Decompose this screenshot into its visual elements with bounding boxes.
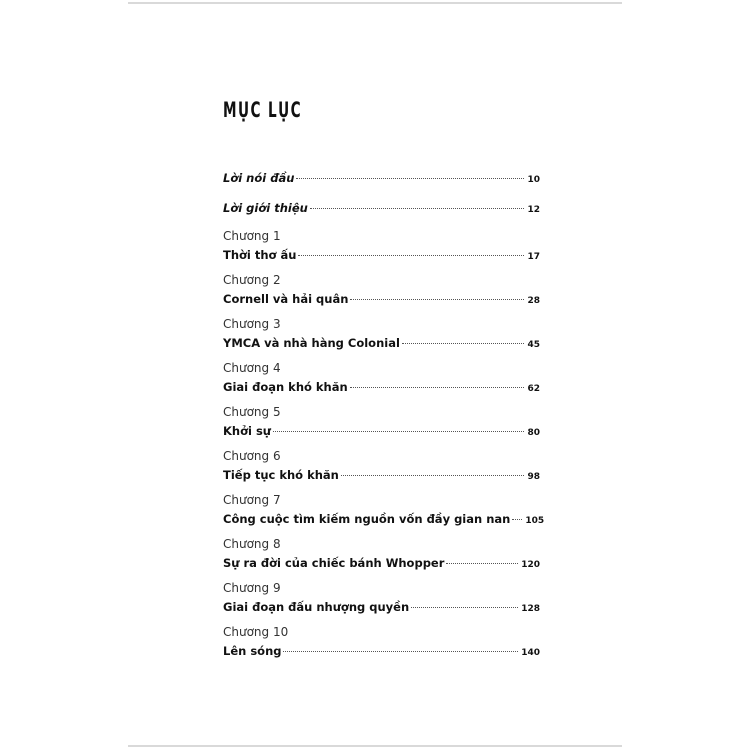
toc-entry-chapter-7	[223, 512, 545, 528]
chapter-label: Chương 8	[223, 537, 281, 551]
toc-entry-chapter-3	[223, 336, 540, 352]
chapter-label: Chương 3	[223, 317, 281, 331]
toc-entry-page: 10	[527, 175, 540, 185]
chapter-label: Chương 7	[223, 493, 281, 507]
dot-leader	[350, 387, 525, 388]
toc-entry-title: Thời thơ ấu	[223, 248, 297, 262]
toc-entry-chapter-6	[223, 468, 540, 484]
toc-entry-page: 128	[521, 604, 540, 614]
dot-leader	[310, 208, 525, 209]
toc-title: MỤC LỤC	[223, 98, 303, 122]
toc-entry-title: Lời nói đầu	[223, 171, 295, 185]
toc-entry-title: Lên sóng	[223, 644, 282, 658]
toc-entry-page: 62	[527, 384, 540, 394]
toc-entry-introduction	[223, 201, 540, 217]
toc-entry-page: 98	[527, 472, 540, 482]
toc-entry-chapter-10	[223, 644, 540, 660]
dot-leader	[341, 475, 525, 476]
toc-entry-chapter-5	[223, 424, 540, 440]
dot-leader	[296, 178, 524, 179]
toc-entry-page: 12	[527, 205, 540, 215]
page-bottom-border	[128, 745, 622, 747]
toc-entry-title: Khởi sự	[223, 424, 271, 438]
chapter-label: Chương 1	[223, 229, 281, 243]
toc-entry-page: 80	[527, 428, 540, 438]
toc-entry-title: YMCA và nhà hàng Colonial	[223, 336, 400, 350]
chapter-label: Chương 6	[223, 449, 281, 463]
toc-entry-title: Cornell và hải quân	[223, 292, 349, 306]
dot-leader	[446, 563, 518, 564]
toc-entry-chapter-1	[223, 248, 540, 264]
page-top-border	[128, 2, 622, 4]
toc-entry-page: 140	[521, 648, 540, 658]
toc-entry-page: 17	[527, 252, 540, 262]
toc-entry-page: 45	[527, 340, 540, 350]
dot-leader	[402, 343, 525, 344]
dot-leader	[350, 299, 524, 300]
toc-entry-title: Tiếp tục khó khăn	[223, 468, 339, 482]
toc-entry-chapter-9	[223, 600, 540, 616]
chapter-label: Chương 10	[223, 625, 289, 639]
toc-entry-preface	[223, 171, 540, 187]
chapter-label: Chương 2	[223, 273, 281, 287]
toc-entry-title: Lời giới thiệu	[223, 201, 308, 215]
dot-leader	[298, 255, 524, 256]
toc-entry-title: Sự ra đời của chiếc bánh Whopper	[223, 556, 445, 570]
toc-entry-chapter-8	[223, 556, 540, 572]
toc-entry-page: 105	[525, 516, 545, 526]
toc-entry-chapter-2	[223, 292, 540, 308]
toc-entry-chapter-4	[223, 380, 540, 396]
toc-entry-page: 120	[521, 560, 540, 570]
toc-entry-page: 28	[527, 296, 540, 306]
dot-leader	[411, 607, 518, 608]
toc-entry-title: Giai đoạn khó khăn	[223, 380, 348, 394]
chapter-label: Chương 4	[223, 361, 281, 375]
toc-entry-title: Công cuộc tìm kiếm nguồn vốn đầy gian nan	[223, 512, 511, 526]
chapter-label: Chương 9	[223, 581, 281, 595]
chapter-label: Chương 5	[223, 405, 281, 419]
dot-leader	[273, 431, 524, 432]
dot-leader	[283, 651, 518, 652]
toc-entry-title: Giai đoạn đấu nhượng quyền	[223, 600, 410, 614]
dot-leader	[512, 519, 522, 520]
